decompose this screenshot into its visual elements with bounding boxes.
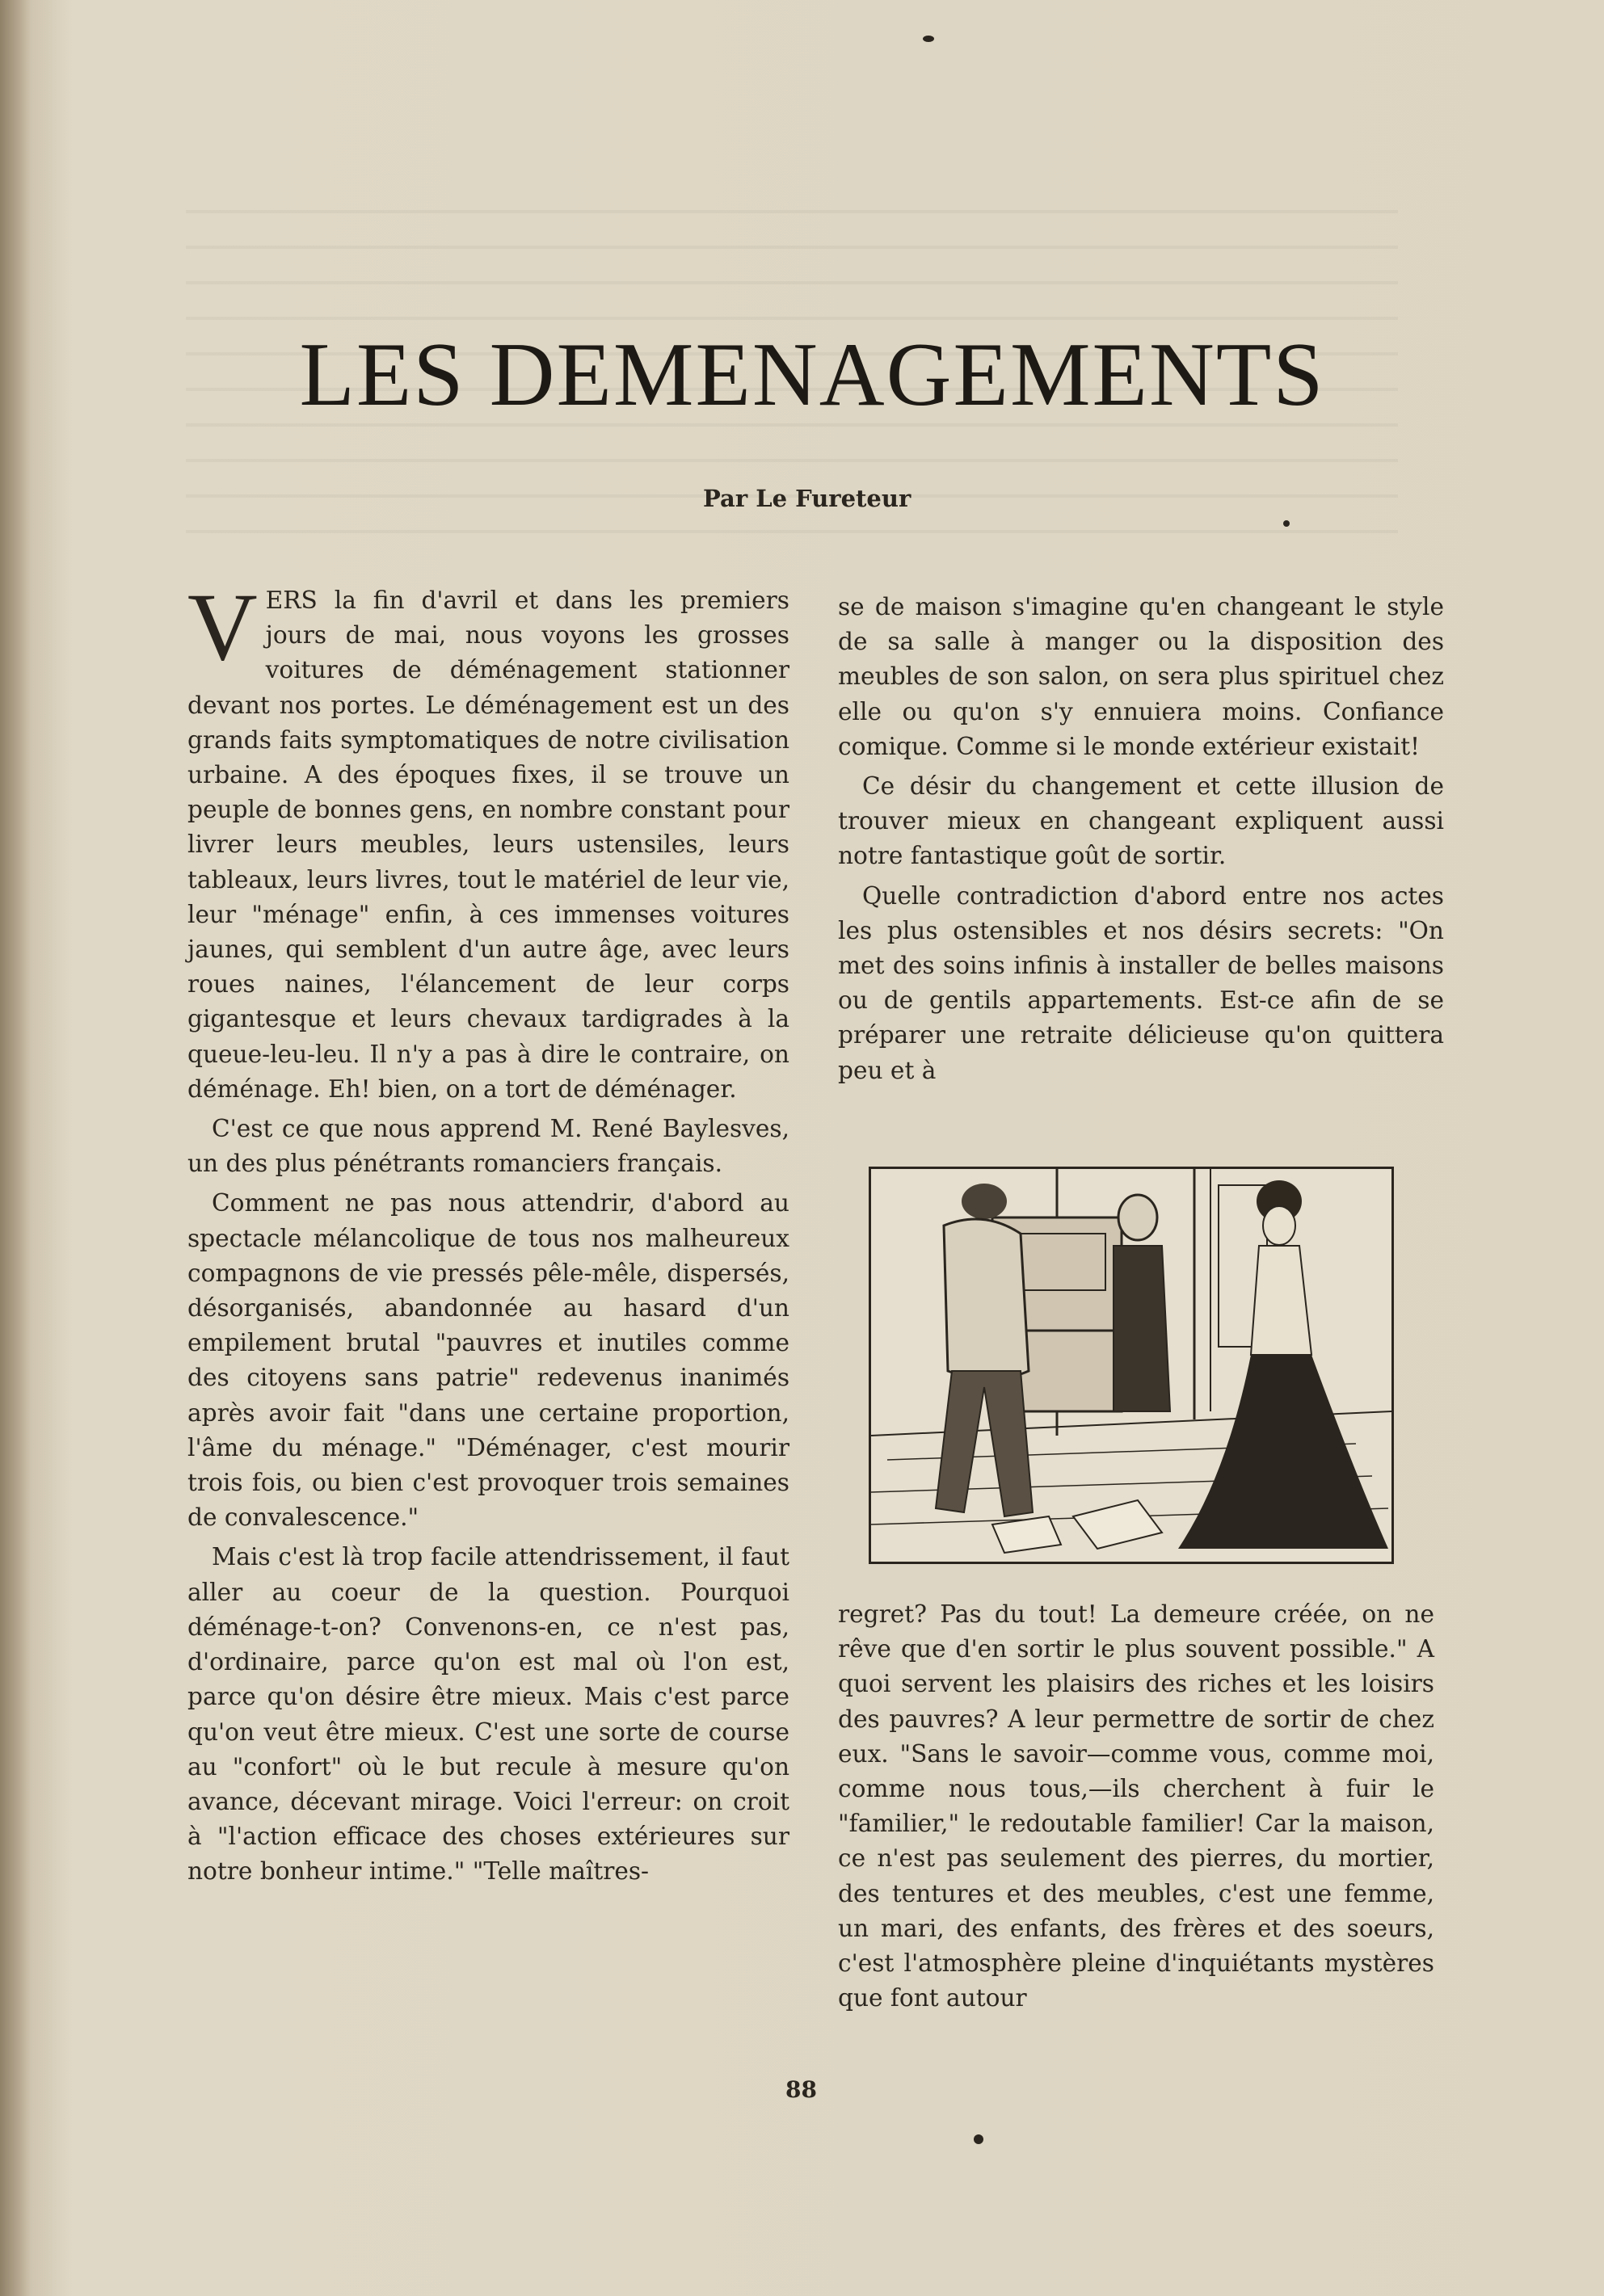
paragraph-5: se de maison s'imagine qu'en changeant le style de sa salle à manger ou la disposition des meubles de son salon, on sera plus spirituel chez elle ou qu'on s'y ennuiera moins. Confiance comique. Comme si le monde extérieur existait! <box>838 593 1444 760</box>
page-number: 88 <box>785 2076 817 2103</box>
paragraph-8: regret? Pas du tout! La demeure créée, on ne rêve que d'en sortir le plus souvent possible." A quoi servent les plaisirs des riches et les loisirs des pauvres? A leur permettre de sortir de chez eux. "Sans le savoir—comme vous, comme moi, comme nous tous,—ils cherchent à fuir le "familier," le redoutable familier! Car la maison, ce n'est pas seulement des pierres, du mortier, des tentures et des meubles, c'est une femme, un mari, des enfants, des frères et des soeurs, c'est l'atmosphère pleine d'inquiétants mystères que font autour <box>838 1600 1434 2012</box>
paragraph-3: Comment ne pas nous attendrir, d'abord au spectacle mélancolique de tous nos malheureux compagnons de vie pressés pêle-mêle, dispersés, désorganisés, abandonnée au hasard d'un empilement brutal "pauvres et inutiles comme des citoyens sans patrie" redevenus inanimés après avoir fait "dans une certaine proportion, l'âme du ménage." "Déménager, c'est mourir trois fois, ou bien c'est provoquer trois semaines de convalescence." <box>187 1189 789 1532</box>
paragraph-1 <box>187 573 789 1107</box>
paragraph-7: Quelle contradiction d'abord entre nos actes les plus ostensibles et nos désirs secrets: "On met des soins infinis à installer de belles maisons ou de gentils appartements. Est-ce afin de se préparer une retraite délicieuse qu'on quittera peu et à <box>838 881 1444 1084</box>
ink-speck <box>923 36 934 42</box>
paragraph-4: Mais c'est là trop facile attendrissement, il faut aller au coeur de la question. Pourquoi déménage-t-on? Convenons-en, ce n'est pas, d'ordinaire, parce qu'on est mal où l'on est, parce qu'on désire être mieux. Mais c'est parce qu'on veut être mieux. C'est une sorte de course au "confort" où le but recule à mesure qu'on avance, décevant mirage. Voici l'erreur: on croit à "l'action efficace des choses extérieures sur notre bonheur intime." "Telle maîtres- <box>187 1543 789 1886</box>
ink-speck <box>974 2134 983 2144</box>
paragraph-6: Ce désir du changement et cette illusion de trouver mieux en changeant expliquent aussi notre fantastique goût de sortir. <box>838 772 1444 870</box>
article-title: LES DEMENAGEMENTS <box>299 325 1325 425</box>
illustration-movers-and-woman <box>869 1167 1394 1564</box>
drop-cap: V <box>187 573 258 680</box>
illustration-drawing <box>871 1169 1391 1562</box>
column-right-bottom <box>838 1597 1434 2016</box>
column-right-top <box>838 590 1444 1088</box>
book-spine-shadow <box>0 0 31 2296</box>
article-byline: Par Le Fureteur <box>703 485 911 512</box>
paragraph-2: C'est ce que nous apprend M. René Baylesves, un des plus pénétrants romanciers français. <box>187 1115 789 1178</box>
ink-speck <box>1283 520 1290 527</box>
paragraph-1-text: ERS la fin d'avril et dans les premiers jours de mai, nous voyons les grosses voitures de déménagement stationner devant nos portes. Le déménagement est un des grands faits symptomatiques de notre civilisation urbaine. A des époques fixes, il se trouve un peuple de bonnes gens, en nombre constant pour livrer leurs meubles, leurs ustensiles, leurs tableaux, leurs livres, tout le matériel de leur vie, leur "ménage" enfin, à ces immenses voitures jaunes, qui semblent d'un autre âge, avec leurs roues naines, l'élancement de leur corps gigantesque et leurs chevaux tardigrades à la queue-leu-leu. Il n'y a pas à dire le contraire, on déménage. Eh! bien, on a tort de déménager. <box>187 587 789 1103</box>
column-left <box>187 573 789 1890</box>
